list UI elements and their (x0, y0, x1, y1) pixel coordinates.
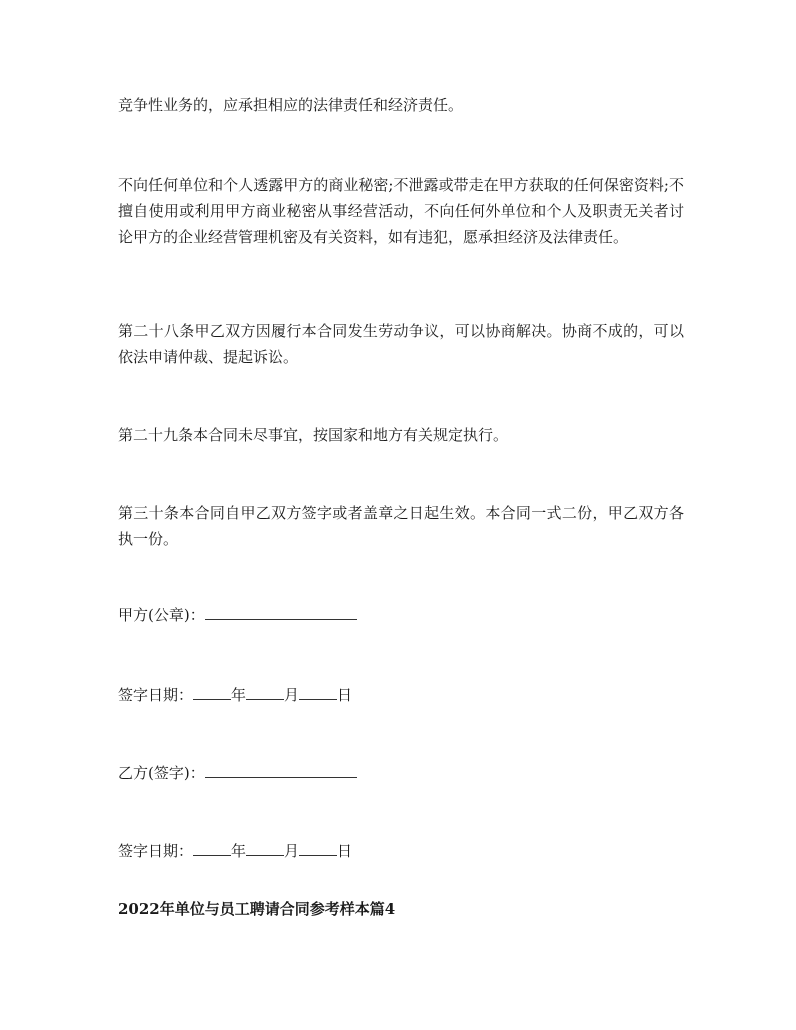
date-b-field (118, 840, 352, 862)
party-a-blank[interactable] (205, 605, 357, 620)
date-b-label: 签字日期： (118, 842, 194, 860)
date-a-day-blank[interactable] (299, 685, 337, 700)
party-b-label: 乙方(签字)： (118, 764, 205, 782)
paragraph-liability: 竞争性业务的，应承担相应的法律责任和经济责任。 (118, 96, 464, 114)
date-a-label: 签字日期： (118, 686, 194, 704)
date-a-year-blank[interactable] (193, 685, 231, 700)
paragraph-article-28: 第二十八条甲乙双方因履行本合同发生劳动争议，可以协商解决。协商不成的，可以依法申请仲裁、提起诉讼。 (118, 322, 684, 366)
party-b-signature-field (118, 762, 357, 784)
date-b-day-blank[interactable] (299, 841, 337, 856)
date-a-month-label: 月 (284, 686, 300, 704)
date-a-month-blank[interactable] (246, 685, 284, 700)
party-b-blank[interactable] (205, 763, 357, 778)
date-b-month-blank[interactable] (246, 841, 284, 856)
date-b-year-label: 年 (231, 842, 247, 860)
date-a-day-label: 日 (337, 686, 353, 704)
date-b-month-label: 月 (284, 842, 300, 860)
paragraph-article-30: 第三十条本合同自甲乙双方签字或者盖章之日起生效。本合同一式二份，甲乙双方各执一份。 (118, 504, 684, 548)
date-a-year-label: 年 (231, 686, 247, 704)
date-b-day-label: 日 (337, 842, 353, 860)
party-a-label: 甲方(公章)： (118, 606, 205, 624)
party-a-signature-field (118, 604, 357, 626)
paragraph-confidentiality: 不向任何单位和个人透露甲方的商业秘密;不泄露或带走在甲方获取的任何保密资料;不擅自使用或利用甲方商业秘密从事经营活动，不向任何外单位和个人及职责无关者讨论甲方的企业经营管理机密及有关资料，如有违犯，愿承担经济及法律责任。 (118, 176, 684, 246)
paragraph-article-29: 第二十九条本合同未尽事宜，按国家和地方有关规定执行。 (118, 426, 509, 444)
date-a-field (118, 684, 352, 706)
section-heading: 2022年单位与员工聘请合同参考样本篇4 (118, 900, 396, 918)
date-b-year-blank[interactable] (193, 841, 231, 856)
